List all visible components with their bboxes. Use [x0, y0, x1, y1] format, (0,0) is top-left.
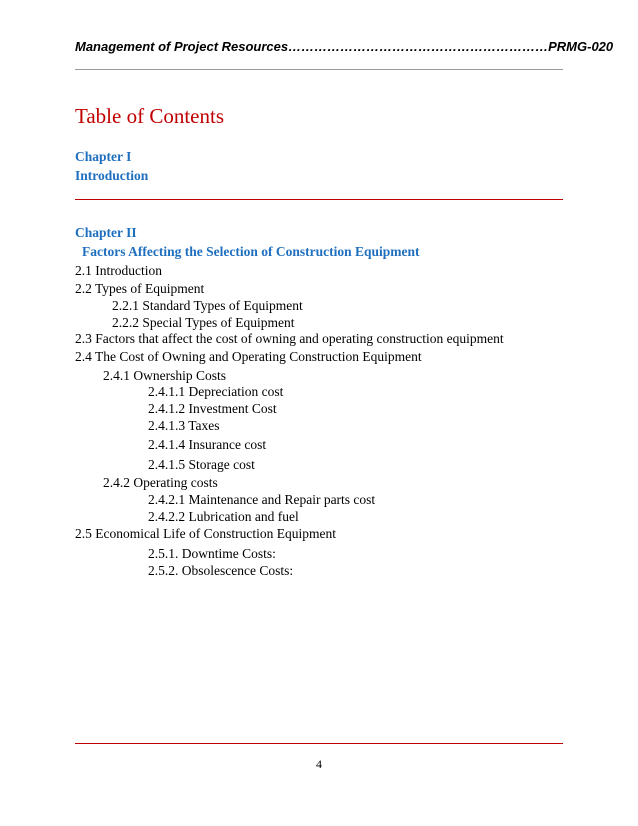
toc-entry: 2.5.2. Obsolescence Costs: [148, 563, 294, 578]
toc-entry: 2.4.2.1 Maintenance and Repair parts cost [148, 492, 376, 507]
header-rule [75, 69, 563, 70]
toc-entry: 2.5 Economical Life of Construction Equipment [75, 526, 336, 541]
toc-entry: 2.4.1.1 Depreciation cost [148, 384, 284, 399]
toc-entry: 2.2.1 Standard Types of Equipment [112, 298, 303, 313]
chapter-1-label: Chapter I [75, 149, 132, 164]
toc-entry: 2.3 Factors that affect the cost of owning and operating construction equipment [75, 331, 504, 346]
running-header: Management of Project Resources……………………………………………………PRMG-020 [75, 39, 614, 54]
toc-entry: 2.1 Introduction [75, 263, 162, 278]
toc-entry: 2.5.1. Downtime Costs: [148, 546, 276, 561]
chapter-2-label: Chapter II [75, 225, 137, 240]
chapter-2-title: Factors Affecting the Selection of Construction Equipment [82, 244, 420, 259]
chapter-divider-rule [75, 199, 563, 200]
footer-rule [75, 743, 563, 744]
toc-entry: 2.2.2 Special Types of Equipment [112, 315, 295, 330]
page-number: 4 [316, 757, 322, 771]
toc-entry: 2.4 The Cost of Owning and Operating Construction Equipment [75, 349, 422, 364]
toc-entry: 2.4.1.4 Insurance cost [148, 437, 267, 452]
toc-entry: 2.4.1.3 Taxes [148, 418, 220, 433]
toc-entry: 2.4.1.2 Investment Cost [148, 401, 277, 416]
toc-title: Table of Contents [75, 104, 224, 128]
toc-entry: 2.4.2 Operating costs [103, 475, 218, 490]
toc-entry: 2.4.2.2 Lubrication and fuel [148, 509, 299, 524]
toc-entry: 2.4.1 Ownership Costs [103, 368, 227, 383]
toc-entry: 2.2 Types of Equipment [75, 281, 205, 296]
toc-entry: 2.4.1.5 Storage cost [148, 457, 255, 472]
chapter-1-title: Introduction [75, 168, 149, 183]
